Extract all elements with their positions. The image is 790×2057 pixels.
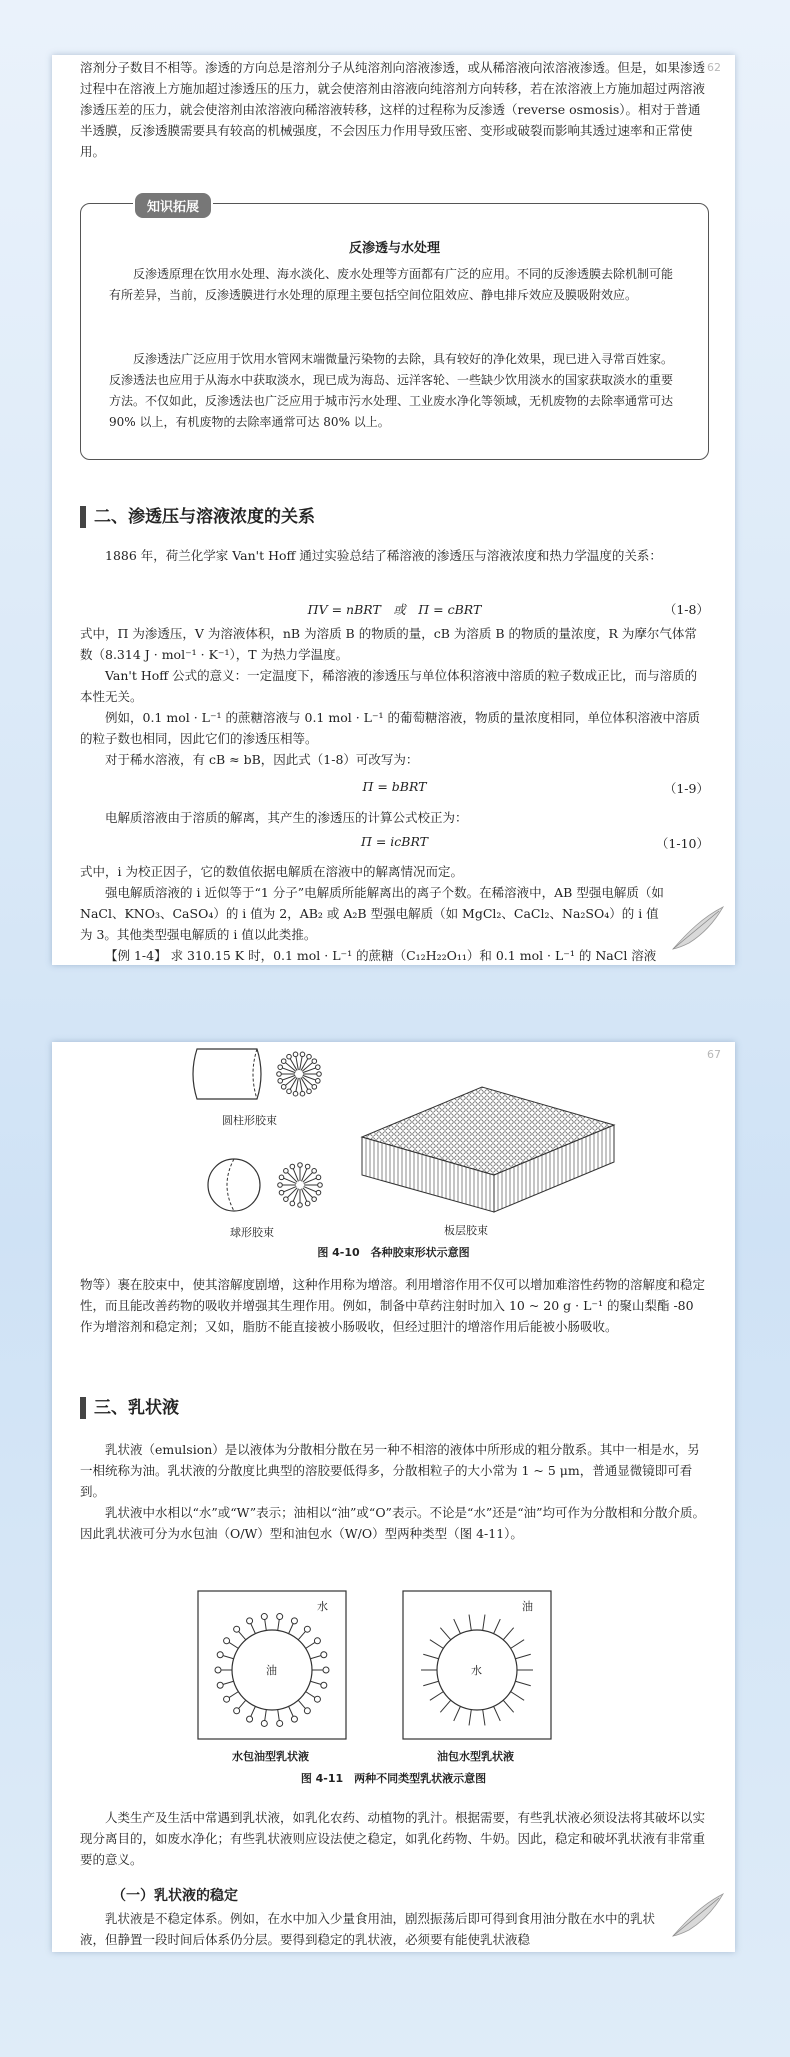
knowledge-box <box>80 200 709 460</box>
paragraph: 乳状液中水相以“水”或“W”表示；油相以“油”或“O”表示。不论是“水”还是“油”均可作为分散相和分散介质。因此乳状液可分为水包油（O/W）型和油包水（W/O）型两种类型（图 4-11）。 <box>80 1505 706 1541</box>
figure-caption-4-11: 图 4-11 两种不同类型乳状液示意图 <box>300 1772 487 1785</box>
equation-number: （1-10） <box>655 836 709 851</box>
surfactant-head <box>318 1183 323 1188</box>
surfactant-head <box>305 1164 310 1169</box>
equation-1-8 <box>80 600 709 622</box>
figure-caption-4-10: 图 4-10 各种胶束形状示意图 <box>317 1246 470 1259</box>
surfactant-head <box>284 1169 289 1174</box>
equation-number: （1-9） <box>663 781 709 796</box>
equation-number: （1-8） <box>663 602 709 617</box>
feather-icon <box>669 1890 727 1940</box>
surfactant-head <box>234 1708 240 1714</box>
surfactant-head <box>290 1201 295 1206</box>
surfactant-head <box>321 1682 327 1688</box>
surfactant-head <box>300 1052 305 1057</box>
paragraph: 物等）裹在胶束中，使其溶解度剧增，这种作用称为增溶。利用增溶作用不仅可以增加难溶性药物的溶解度和稳定性，而且能改善药物的吸收并增强其生理作用。例如，制备中草药注射时加入 10 ~ 20 g · L⁻¹ 的聚山梨酯 -80 作为增溶剂和稳定剂；又如，脂肪不能直接被小肠吸收，但经过胆汁的增溶作用后能被小肠吸收。 <box>80 1277 706 1334</box>
paragraph: 乳状液是不稳定体系。例如，在水中加入少量食用油，剧烈振荡后即可得到食用油分散在水中的乳状液，但静置一段时间后体系仍分层。要得到稳定的乳状液，必须要有能使乳状液稳 <box>80 1911 656 1947</box>
surfactant-head <box>287 1089 292 1094</box>
label-oil-inner: 油 <box>266 1664 277 1677</box>
surfactant-head <box>247 1716 253 1722</box>
surfactant-head <box>312 1085 317 1090</box>
label-spherical-micelle: 球形胶束 <box>230 1226 274 1239</box>
intro-paragraph: 溶剂分子数目不相等。渗透的方向总是溶剂分子从纯溶剂向溶液渗透，或从稀溶液向浓溶液渗透。但是，如果渗透过程中在溶液上方施加超过渗透压的压力，就会使溶剂由溶液向纯溶剂方向转移，若在浓溶液上方施加超过两溶液渗透压差的压力，就会使溶剂由浓溶液向稀溶液转移，这样的过程称为反渗透（reverse osmosis）。相对于普通半透膜，反渗透膜需要具有较高的机械强度，不会因压力作用导致压密、变形或破裂而影响其透过速率和正常使用。 <box>80 60 706 159</box>
equation-formula: ΠV = nBRT 或 Π = cBRT <box>307 602 482 617</box>
surfactant-head <box>217 1652 223 1658</box>
knowledge-title: 反渗透与水处理 <box>348 241 440 256</box>
surfactant-head <box>279 1175 284 1180</box>
knowledge-paragraph-1: 反渗透原理在饮用水处理、海水淡化、废水处理等方面都有广泛的应用。不同的反渗透膜去除机制可能有所差异，当前，反渗透膜进行水处理的原理主要包括空间位阻效应、静电排斥效应及膜吸附效应。 <box>109 267 674 302</box>
surfactant-head <box>314 1696 320 1702</box>
page-number: 62 <box>707 61 721 74</box>
surfactant-head <box>317 1072 322 1077</box>
subsection-heading: （一）乳状液的稳定 <box>112 1888 238 1904</box>
surfactant-head <box>300 1091 305 1096</box>
page-number: 67 <box>707 1048 721 1061</box>
section-heading-text: 三、乳状液 <box>94 1398 179 1418</box>
surfactant-head <box>281 1085 286 1090</box>
surfactant-head <box>323 1667 329 1673</box>
surfactant-head <box>284 1197 289 1202</box>
surfactant-head <box>304 1626 310 1632</box>
section-heading-text: 二、渗透压与溶液浓度的关系 <box>94 507 315 527</box>
surfactant-head <box>281 1059 286 1064</box>
equation-formula: Π = bBRT <box>362 779 427 794</box>
surfactant-head <box>298 1203 303 1208</box>
surfactant-head <box>307 1089 312 1094</box>
surfactant-head <box>316 1190 321 1195</box>
paragraph: Van't Hoff 公式的意义：一定温度下，稀溶液的渗透压与单位体积溶液中溶质的粒子数成正比，而与溶质的本性无关。 <box>80 668 698 704</box>
surfactant-head <box>314 1638 320 1644</box>
surfactant-head <box>278 1183 283 1188</box>
surfactant-head <box>312 1169 317 1174</box>
surfactant-head <box>312 1059 317 1064</box>
paragraph: 式中，i 为校正因子，它的数值依据电解质在溶液中的解离情况而定。 <box>80 864 463 879</box>
surfactant-head <box>277 1720 283 1726</box>
document-page-2 <box>52 1042 735 1952</box>
surfactant-head <box>278 1065 283 1070</box>
spherical-micelle-diagram <box>202 1150 342 1220</box>
paragraph: 1886 年，荷兰化学家 Van't Hoff 通过实验总结了稀溶液的渗透压与溶液浓度和热力学温度的关系： <box>105 548 662 563</box>
cylindrical-micelle-diagram <box>187 1044 337 1104</box>
surfactant-head <box>277 1614 283 1620</box>
surfactant-head <box>293 1091 298 1096</box>
surfactant-head <box>293 1052 298 1057</box>
label-oil-in-water: 水包油型乳状液 <box>232 1750 309 1763</box>
knowledge-paragraph-2: 反渗透法广泛应用于饮用水管网末端微量污染物的去除，具有较好的净化效果，现已进入寻常百姓家。反渗透法也应用于从海水中获取淡水，现已成为海岛、远洋客轮、一些缺少饮用淡水的国家获取淡水的重要方法。不仅如此，反渗透法也广泛应用于城市污水处理、工业废水净化等领域，无机废物的去除率通常可达 90% 以上，有机废物的去除率通常可达 80% 以上。 <box>109 352 674 429</box>
paragraph: 乳状液（emulsion）是以液体为分散相分散在另一种不相溶的液体中所形成的粗分散系。其中一相是水，另一相统称为油。乳状液的分散度比典型的溶胶要低得多，分散相粒子的大小常为 1 ~ 5 μm，普通显微镜即可看到。 <box>80 1442 700 1499</box>
surfactant-head <box>305 1201 310 1206</box>
paragraph: 电解质溶液由于溶质的解离，其产生的渗透压的计算公式校正为： <box>105 810 468 825</box>
equation-1-9 <box>80 779 709 801</box>
surfactant-head <box>304 1708 310 1714</box>
surfactant-head <box>261 1720 267 1726</box>
label-lamellar-micelle: 板层胶束 <box>444 1224 488 1237</box>
label-water-in-oil: 油包水型乳状液 <box>437 1750 514 1763</box>
surfactant-head <box>298 1163 303 1168</box>
surfactant-head <box>261 1614 267 1620</box>
paragraph: 强电解质溶液的 i 近似等于“1 分子”电解质所能解离出的离子个数。在稀溶液中，AB 型强电解质（如 NaCl、KNO₃、CaSO₄）的 i 值为 2，AB₂ 或 A₂B 型强电解质（如 MgCl₂、CaCl₂、Na₂SO₄）的 i 值为 3。其他类型强电解质的 i 值以此类推。 <box>80 885 664 942</box>
surfactant-head <box>224 1696 230 1702</box>
example-line: 【例 1-4】 求 310.15 K 时，0.1 mol · L⁻¹ 的蔗糖（C₁₂H₂₂O₁₁）和 0.1 mol · L⁻¹ 的 NaCl 溶液 <box>105 948 657 963</box>
section-heading-2 <box>80 502 709 528</box>
surfactant-head <box>291 1618 297 1624</box>
heading-bar <box>80 1397 86 1419</box>
paragraph: 式中，Π 为渗透压，V 为溶液体积，nB 为溶质 B 的物质的量，cB 为溶质 B 的物质的量浓度，R 为摩尔气体常数（8.314 J · mol⁻¹ · K⁻¹），T 为热力学温度。 <box>80 626 697 662</box>
section-heading-3 <box>80 1393 709 1419</box>
paragraph: 人类生产及生活中常遇到乳状液，如乳化农药、动植物的乳汁。根据需要，有些乳状液必须设法将其破坏以实现分离目的，如废水净化；有些乳状液则应设法使之稳定，如乳化药物、牛奶。因此，稳定和破坏乳状液有非常重要的意义。 <box>80 1810 706 1867</box>
label-water-outer: 水 <box>317 1600 328 1613</box>
heading-bar <box>80 506 86 528</box>
knowledge-tag: 知识拓展 <box>133 191 213 220</box>
surfactant-head <box>312 1197 317 1202</box>
surfactant-head <box>321 1652 327 1658</box>
surfactant-head <box>287 1054 292 1059</box>
label-cylindrical-micelle: 圆柱形胶束 <box>222 1114 277 1127</box>
paragraph: 对于稀水溶液，有 cB ≈ bB，因此式（1-8）可改写为： <box>105 752 419 767</box>
surfactant-head <box>316 1175 321 1180</box>
surfactant-head <box>279 1190 284 1195</box>
document-page-1 <box>52 55 735 965</box>
surfactant-head <box>315 1079 320 1084</box>
label-water-inner: 水 <box>471 1664 482 1677</box>
surfactant-head <box>234 1626 240 1632</box>
surfactant-head <box>277 1072 282 1077</box>
surfactant-head <box>247 1618 253 1624</box>
surfactant-head <box>278 1079 283 1084</box>
lamellar-micelle-diagram <box>352 1047 622 1222</box>
surfactant-head <box>215 1667 221 1673</box>
surfactant-head <box>290 1164 295 1169</box>
surfactant-head <box>307 1054 312 1059</box>
equation-formula: Π = icBRT <box>360 834 429 849</box>
feather-icon <box>669 903 727 953</box>
surfactant-head <box>291 1716 297 1722</box>
surfactant-head <box>224 1638 230 1644</box>
label-oil-outer: 油 <box>522 1600 533 1613</box>
paragraph: 例如，0.1 mol · L⁻¹ 的蔗糖溶液与 0.1 mol · L⁻¹ 的葡萄糖溶液，物质的量浓度相同，单位体积溶液中溶质的粒子数也相同，因此它们的渗透压相等。 <box>80 710 701 746</box>
equation-1-10 <box>80 834 709 856</box>
surfactant-head <box>217 1682 223 1688</box>
surfactant-head <box>315 1065 320 1070</box>
